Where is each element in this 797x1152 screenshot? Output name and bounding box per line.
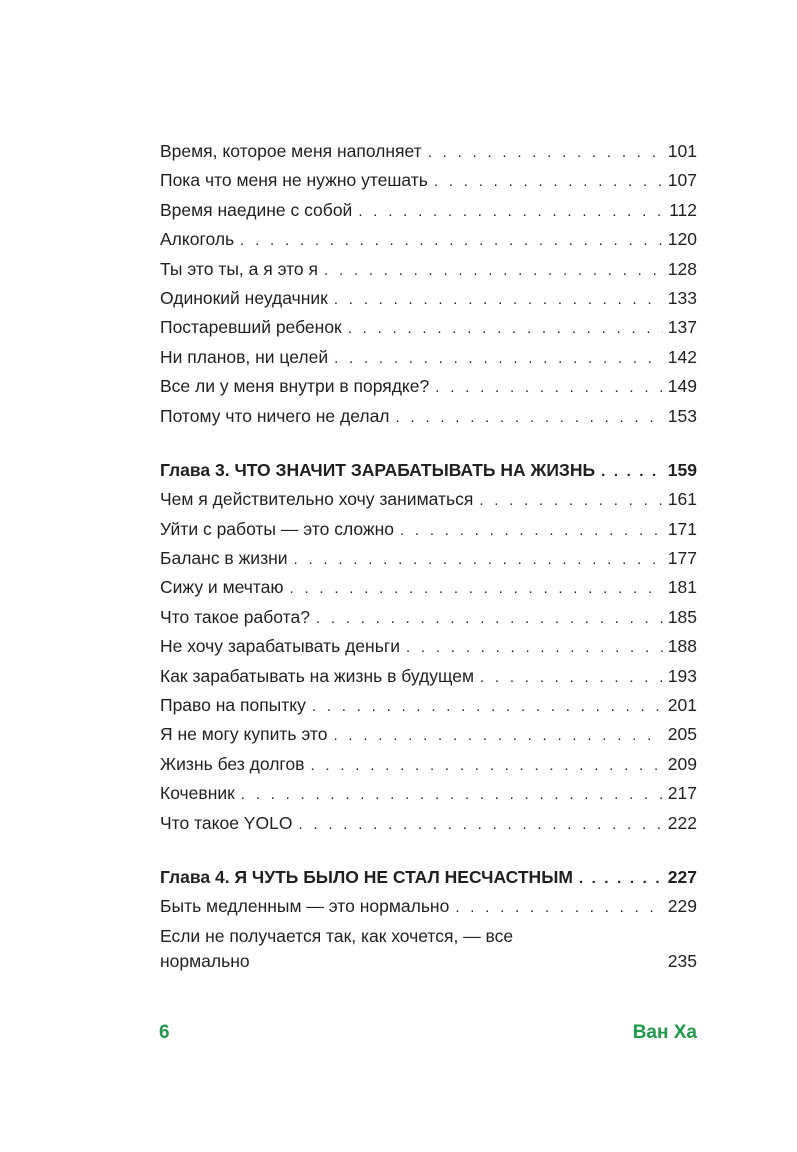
dot-leader [334,285,663,314]
toc-entry[interactable] [160,515,697,544]
toc-entry-page: 107 [667,170,697,191]
toc-entry-title: Потому что ничего не делал [160,405,390,426]
toc-entry-page: 133 [667,287,697,308]
toc-entry-title: Право на попытку [160,695,306,716]
toc-entry[interactable] [160,892,697,921]
chapter-4-list [160,892,697,973]
toc-entry[interactable] [160,372,697,401]
toc-entry[interactable] [160,284,697,313]
toc-entry[interactable] [160,137,697,166]
toc-entry[interactable] [160,225,697,254]
toc-entry-title: Не хочу зарабатывать деньги [160,636,400,657]
chapter-3-list [160,485,697,838]
dot-leader [241,780,663,809]
dot-leader [358,197,664,226]
toc-entry[interactable] [160,343,697,372]
toc-entry-page: 185 [667,606,697,627]
toc-entry-page: 142 [667,346,697,367]
dot-leader [310,751,662,780]
dot-leader [428,138,663,167]
toc-entry-title: Ты это ты, а я это я [160,258,319,279]
toc-entry-title-line2: нормально [160,950,250,971]
toc-entry[interactable] [160,544,697,573]
toc-entry-title: Все ли у меня внутри в порядке? [160,376,430,397]
chapter-page: 227 [667,866,697,887]
toc-entry-page: 193 [667,665,697,686]
toc-entry[interactable] [160,662,697,691]
toc-entry-title: Чем я действительно хочу заниматься [160,489,474,510]
chapter-title: Глава 4. Я ЧУТЬ БЫЛО НЕ СТАЛ НЕСЧАСТНЫМ [160,866,573,887]
dot-leader [434,167,663,196]
toc-entry-title-line1: Если не получается так, как хочется, — все [160,925,514,946]
toc-entry-page: 128 [667,258,697,279]
toc-entry-page: 161 [667,489,697,510]
toc-entry[interactable] [160,196,697,225]
dot-leader [290,574,663,603]
toc-entry[interactable] [160,485,697,514]
toc-entry-page: 181 [667,577,697,598]
toc-entry-title: Сижу и мечтаю [160,577,284,598]
toc-entry-page: 112 [669,199,697,220]
toc-entry[interactable] [160,573,697,602]
chapter-title: Глава 3. ЧТО ЗНАЧИТ ЗАРАБАТЫВАТЬ НА ЖИЗНЬ [160,459,596,480]
dot-leader [324,256,663,285]
toc-entry-page: 235 [667,950,697,971]
dot-leader [298,810,662,839]
toc-entry[interactable] [160,779,697,808]
toc-entry-page: 222 [667,812,697,833]
dot-leader [480,663,663,692]
page-number: 6 [159,1022,170,1043]
toc-entry-page: 171 [667,518,697,539]
toc-entry[interactable] [160,750,697,779]
toc-entry[interactable] [160,255,697,284]
toc-entry-page: 229 [667,896,697,917]
toc-entry-page: 120 [667,229,697,250]
toc-entry-page: 205 [667,724,697,745]
toc-entry-line2 [160,949,697,974]
dot-leader [294,545,663,574]
toc-entry-page: 149 [667,376,697,397]
dot-leader [479,486,662,515]
toc-entry-title: Постаревший ребенок [160,317,342,338]
dot-leader [312,692,663,721]
dot-leader [579,864,663,893]
dot-leader [601,457,663,486]
toc-entry-title: Баланс в жизни [160,548,288,569]
toc-entry[interactable] [160,691,697,720]
toc-entry-title: Время наедине с собой [160,199,353,220]
toc-entry-page: 101 [667,141,697,161]
dot-leader [400,516,663,545]
toc-entry-title: Уйти с работы — это сложно [160,518,394,539]
chapter-3-heading[interactable] [160,456,697,485]
toc-entry-page: 137 [667,317,697,338]
dot-leader [333,721,662,750]
toc-entry-title: Время, которое меня наполняет [160,141,422,161]
dot-leader [455,893,662,922]
toc-entry[interactable] [160,809,697,838]
chapter-page: 159 [667,459,697,480]
dot-leader [406,633,663,662]
toc-entry[interactable] [160,313,697,342]
toc-entry[interactable] [160,603,697,632]
toc-entry-title: Ни планов, ни целей [160,346,329,367]
dot-leader [348,314,663,343]
toc-entry-title: Что такое YOLO [160,812,293,833]
toc-entry-title: Быть медленным — это нормально [160,896,450,917]
toc-entry-page: 153 [667,405,697,426]
section-1-list [160,137,697,431]
toc-entry-title: Что такое работа? [160,606,310,627]
toc-entry-page: 188 [667,636,697,657]
toc-entry-title: Одинокий неудачник [160,287,328,308]
toc-entry-title: Алкоголь [160,229,235,250]
toc-entry[interactable] [160,632,697,661]
toc-entry-title: Как зарабатывать на жизнь в будущем [160,665,474,686]
dot-leader [316,604,663,633]
toc-entry-title: Я не могу купить это [160,724,328,745]
toc-entry-title: Жизнь без долгов [160,753,305,774]
author-name: Ван Ха [632,1022,697,1043]
toc-entry-multiline[interactable] [160,924,697,974]
toc-entry-title: Кочевник [160,783,235,804]
toc-entry-page: 209 [667,753,697,774]
toc-entry[interactable] [160,402,697,431]
toc-entry-page: 201 [667,695,697,716]
dot-leader [334,344,663,373]
dot-leader [435,373,663,402]
toc-entry-page: 177 [667,548,697,569]
toc-entry[interactable] [160,720,697,749]
dot-leader [396,403,663,432]
toc-entry-page: 217 [667,783,697,804]
table-of-contents [160,137,697,974]
toc-entry[interactable] [160,166,697,195]
toc-entry-title: Пока что меня не нужно утешать [160,170,428,191]
dot-leader [240,226,663,255]
chapter-4-heading[interactable] [160,863,697,892]
